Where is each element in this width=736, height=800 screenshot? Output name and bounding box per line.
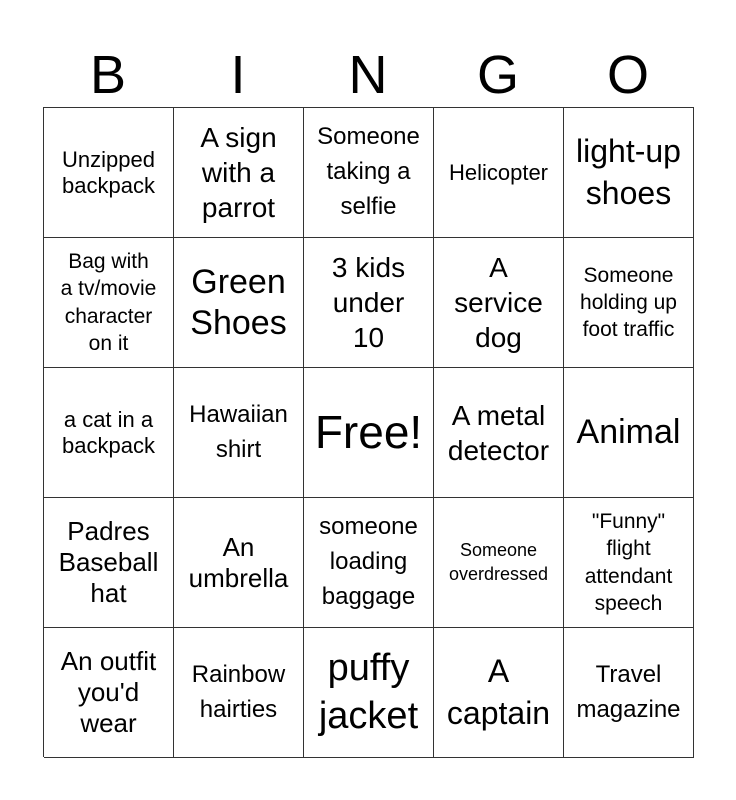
header-letter-g: G (476, 45, 519, 105)
header-letter-n: N (348, 45, 388, 105)
free-space[interactable]: Free! (304, 368, 434, 498)
bingo-cell[interactable]: A service dog (434, 238, 564, 368)
bingo-cell[interactable]: Helicopter (434, 108, 564, 238)
bingo-cell[interactable]: Unzipped backpack (44, 108, 174, 238)
bingo-cell[interactable]: Hawaiian shirt (174, 368, 304, 498)
bingo-cell[interactable]: Padres Baseball hat (44, 498, 174, 628)
bingo-cell[interactable]: Someone holding up foot traffic (564, 238, 694, 368)
bingo-cell[interactable]: A captain (434, 628, 564, 758)
bingo-cell[interactable]: Travel magazine (564, 628, 694, 758)
header-letter-i: I (230, 45, 246, 105)
bingo-cell[interactable]: Green Shoes (174, 238, 304, 368)
bingo-cell[interactable]: Animal (564, 368, 694, 498)
bingo-cell[interactable]: An umbrella (174, 498, 304, 628)
bingo-cell[interactable]: Someone taking a selfie (304, 108, 434, 238)
bingo-cell[interactable]: light-up shoes (564, 108, 694, 238)
header-letter-o: O (606, 45, 649, 105)
bingo-header (43, 42, 693, 108)
bingo-cell[interactable]: A metal detector (434, 368, 564, 498)
bingo-cell[interactable]: "Funny" flight attendant speech (564, 498, 694, 628)
bingo-cell[interactable]: 3 kids under 10 (304, 238, 434, 368)
header-letter-b: B (89, 45, 127, 105)
bingo-cell[interactable]: a cat in a backpack (44, 368, 174, 498)
bingo-cell[interactable]: puffy jacket (304, 628, 434, 758)
bingo-cell[interactable]: A sign with a parrot (174, 108, 304, 238)
bingo-cell[interactable]: An outfit you'd wear (44, 628, 174, 758)
bingo-cell[interactable]: someone loading baggage (304, 498, 434, 628)
bingo-cell[interactable]: Someone overdressed (434, 498, 564, 628)
bingo-cell[interactable]: Rainbow hairties (174, 628, 304, 758)
bingo-cell[interactable]: Bag with a tv/movie character on it (44, 238, 174, 368)
bingo-board (43, 107, 694, 757)
